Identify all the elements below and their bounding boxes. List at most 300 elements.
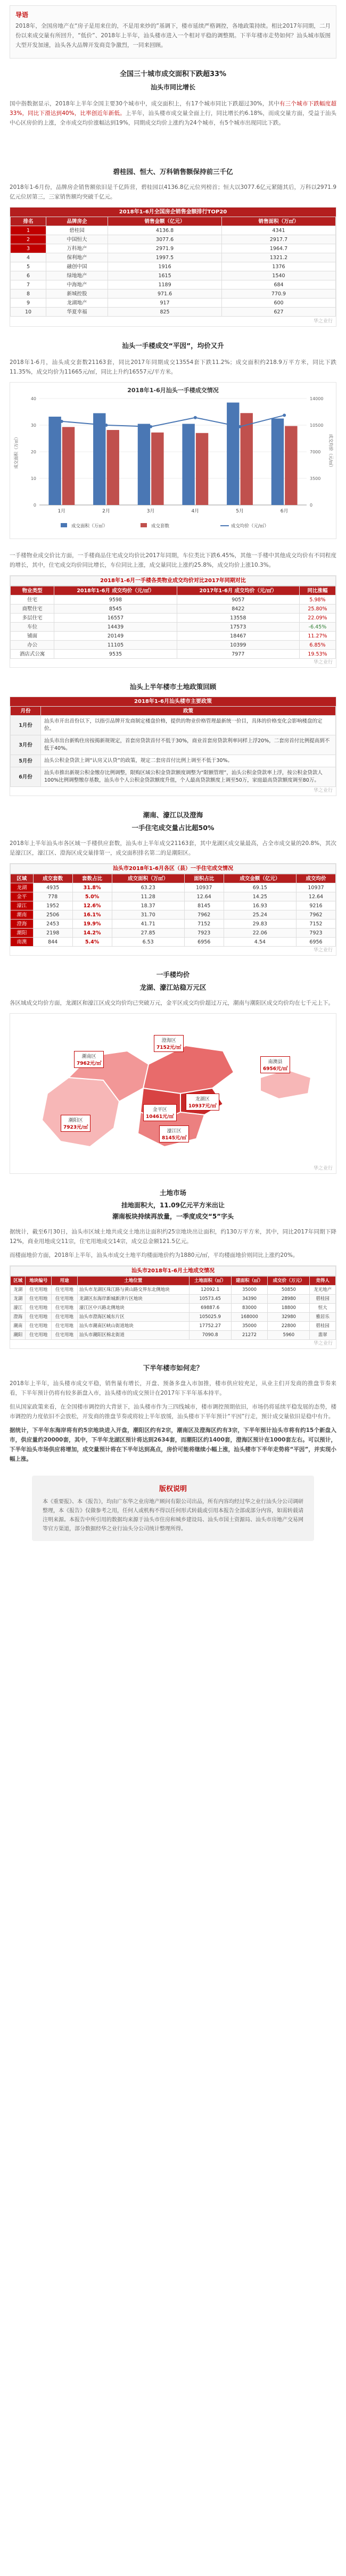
table-cell: 7962 xyxy=(184,910,224,920)
table-cell: 844 xyxy=(33,938,72,947)
watermark: 华之业行 xyxy=(313,1341,333,1346)
table-cell: 14.25 xyxy=(224,892,296,901)
table-cell: 2917.7 xyxy=(222,235,336,244)
policy-row xyxy=(11,716,336,735)
table-cell: 600 xyxy=(222,299,336,308)
y-tick-label: 30 xyxy=(30,423,36,428)
copyright-text: 本《重要报》、本《报告》，均由广东华之业房地产顾问有限公司出品，所有内容均经过华之业行汕头分公司调研整理，本《报告》仅做参考之用，任何人或机构不得以任何形式转载或引用本报告全部或部分内容，如需转载请注明来源。本报告中所引用的数据均来源于汕头市住房和城乡建设局、汕头市国土资源局、汕头市房地产交易网等官方渠道，部分数据经华之业行汕头分公司统计整理所得。 xyxy=(43,1499,303,1532)
table-cell: 9 xyxy=(11,299,46,308)
land-row xyxy=(11,1286,336,1295)
table-cell: 3077.6 xyxy=(108,235,222,244)
table-cell: 住宅用地 xyxy=(52,1304,78,1313)
table-cell: 7 xyxy=(11,280,46,289)
column-header: 建面积（㎡） xyxy=(231,1277,268,1286)
table-cell: 酒店式公寓 xyxy=(11,650,54,659)
table-cell: 12.64 xyxy=(296,892,336,901)
table-cell: 6.53 xyxy=(112,938,184,947)
property-price-row xyxy=(11,632,336,641)
section-price-map xyxy=(10,970,336,1174)
table-cell: 627 xyxy=(222,308,336,317)
section-developers-text: 2018年1-6月份，品牌房企销售额依旧是千亿阵营，碧桂园以4136.8亿元位列榜首；恒大以3077.6亿元紧随其后，万科以2971.9亿元位居第三，三家销售额均突破千亿元。 xyxy=(10,184,336,200)
land-table-title: 汕头市2018年1-6月土地成交情况 xyxy=(10,1266,336,1276)
map-label-name: 金平区 xyxy=(152,1107,167,1113)
table-cell: 4935 xyxy=(33,883,72,892)
watermark: 华之业行 xyxy=(313,660,333,665)
price-point xyxy=(149,425,152,428)
table-cell: 融创中国 xyxy=(46,262,108,271)
land-row xyxy=(11,1313,336,1322)
table-cell: 5.98% xyxy=(299,595,335,604)
section-districts xyxy=(10,810,336,956)
land-row xyxy=(11,1331,336,1340)
column-header: 销售金额（亿元） xyxy=(108,217,222,226)
x-tick-label: 2月 xyxy=(102,509,110,514)
developer-row xyxy=(11,289,336,299)
copyright-box xyxy=(32,1476,314,1541)
map-region-chaoyang xyxy=(42,1078,119,1147)
table-cell: 濠江 xyxy=(11,1304,26,1313)
table-cell: 住宅用地 xyxy=(52,1322,78,1331)
table-cell: 10937 xyxy=(296,883,336,892)
watermark: 华之业行 xyxy=(313,319,333,324)
column-header: 成交面积（万㎡） xyxy=(112,874,184,883)
legend-label: 成交均价（元/㎡） xyxy=(231,524,269,529)
table-cell: 20149 xyxy=(54,632,177,641)
table-cell: 汕头市开出首份以下，以指引品牌开发商制定楼盘价格，提供的物业价格管理最新统一价目，具体的价格变化会影响楼盘的定价。 xyxy=(41,716,336,735)
y-axis-label: 成交面积（万㎡） xyxy=(14,435,19,469)
map-label-name: 龙湖区 xyxy=(195,1097,210,1102)
section-outlook xyxy=(10,1363,336,1464)
table-cell: 碧桂园 xyxy=(310,1322,336,1331)
table-cell: 8145 xyxy=(184,901,224,910)
volume-chart-panel xyxy=(10,382,336,539)
column-header: 成交套数 xyxy=(33,874,72,883)
table-cell: 潮阳 xyxy=(11,1331,26,1340)
table-cell: 32980 xyxy=(268,1313,310,1322)
table-cell: 雅居乐 xyxy=(310,1313,336,1322)
legend-label: 成交套数 xyxy=(151,524,170,529)
developer-ranking-panel xyxy=(10,207,336,327)
policy-table xyxy=(10,706,336,787)
table-cell: 11.27% xyxy=(299,632,335,641)
table-cell: 保利地产 xyxy=(46,253,108,262)
table-cell: 29.83 xyxy=(224,920,296,929)
section-shantou-volume xyxy=(10,341,336,539)
table-cell: 恒大 xyxy=(310,1304,336,1313)
x-tick-label: 3月 xyxy=(146,509,155,514)
table-cell: 69.15 xyxy=(224,883,296,892)
table-cell: 69887.6 xyxy=(189,1304,231,1313)
map-label xyxy=(260,1056,290,1073)
policy-row xyxy=(11,767,336,787)
table-cell: 5月份 xyxy=(11,755,41,767)
legend-label: 成交面积（万㎡） xyxy=(71,524,108,529)
map-label xyxy=(143,1104,177,1121)
table-cell: 1997.5 xyxy=(108,253,222,262)
para-part: 上半年，汕头楼市成交量全面上行，同比增长约6.18%，而成交量方面，受益于汕头中心区房价的上涨，全市成交均价涨幅达到19%，同期成交均价上涨约为24个城市，有5个城市出现同比下跌。 xyxy=(10,110,336,126)
table-cell: 28980 xyxy=(268,1295,310,1304)
bar-area xyxy=(227,403,239,506)
column-header: 月份 xyxy=(11,707,41,716)
table-cell: 31.8% xyxy=(72,883,112,892)
section-property-prices xyxy=(10,551,336,668)
table-cell: 龙光地产 xyxy=(310,1286,336,1295)
table-cell: 168000 xyxy=(231,1313,268,1322)
table-cell: 汕头市潮南区峡山街道地块 xyxy=(77,1322,189,1331)
table-cell: 中国恒大 xyxy=(46,235,108,244)
table-cell: 18467 xyxy=(177,632,299,641)
legend-swatch xyxy=(61,523,67,527)
column-header: 政策 xyxy=(41,707,336,716)
column-header: 同比涨幅 xyxy=(299,586,335,595)
district-row xyxy=(11,938,336,947)
table-cell: 684 xyxy=(222,280,336,289)
bar-count xyxy=(196,433,208,505)
map-label-price: 8145元/㎡ xyxy=(162,1136,187,1141)
table-cell: 2506 xyxy=(33,910,72,920)
map-label-price: 7152元/㎡ xyxy=(156,1045,182,1050)
table-cell: 16.93 xyxy=(224,901,296,910)
price-point xyxy=(194,416,197,419)
section-policies xyxy=(10,682,336,796)
x-tick-label: 6月 xyxy=(280,509,289,514)
table-cell: 车位 xyxy=(11,623,54,632)
table-cell: 105025.9 xyxy=(189,1313,231,1322)
property-price-row xyxy=(11,595,336,604)
table-cell: 汕头市龙湖区珠江路与黄山路交界东北侧地块 xyxy=(77,1286,189,1295)
table-cell: 7152 xyxy=(184,920,224,929)
y2-tick-label: 0 xyxy=(310,503,313,508)
table-cell: 1月份 xyxy=(11,716,41,735)
watermark: 华之业行 xyxy=(313,1166,333,1171)
intro-box xyxy=(10,5,336,59)
column-header: 成交价（万元） xyxy=(268,1277,310,1286)
table-cell: 万科地产 xyxy=(46,244,108,253)
table-cell: 41.71 xyxy=(112,920,184,929)
map-label-price: 7962元/㎡ xyxy=(77,1061,102,1066)
section-land-subtitle2: 潮南板块持续再放量，一季度成交“5”字头 xyxy=(112,1213,234,1220)
table-cell: 16.1% xyxy=(72,910,112,920)
bar-count xyxy=(241,413,253,505)
map-label-price: 6956元/㎡ xyxy=(263,1066,288,1072)
table-cell: 碧桂园 xyxy=(310,1295,336,1304)
section-volume-text: 2018年1-6月，汕头成交套数21163套，同比2017年同期成交13554套下跌11.2%；成交面积约218.9万平方米，同比下跌11.35%，成交均价为11665元/㎡，同比上升约16557元/平方米。 xyxy=(10,359,336,375)
table-cell: 办公 xyxy=(11,641,54,650)
table-cell: 2 xyxy=(11,235,46,244)
column-header: 土地面积（㎡） xyxy=(189,1277,231,1286)
x-tick-label: 1月 xyxy=(57,509,66,514)
developer-row xyxy=(11,253,336,262)
table-cell: 住宅用地 xyxy=(26,1322,52,1331)
table-cell: 19.9% xyxy=(72,920,112,929)
table-cell: 18.37 xyxy=(112,901,184,910)
table-cell: 3月份 xyxy=(11,735,41,755)
table-cell: 22.06 xyxy=(224,929,296,938)
table-cell: 1916 xyxy=(108,262,222,271)
developer-row xyxy=(11,308,336,317)
price-point xyxy=(238,425,242,428)
table-cell: 8422 xyxy=(177,604,299,614)
section-map-subtitle: 龙湖、濠江站稳万元区 xyxy=(139,983,207,991)
x-tick-label: 5月 xyxy=(236,509,244,514)
table-cell: 25.80% xyxy=(299,604,335,614)
policy-row xyxy=(11,755,336,767)
map-label-price: 7923元/㎡ xyxy=(63,1125,88,1130)
property-price-row xyxy=(11,614,336,623)
watermark: 华之业行 xyxy=(313,948,333,953)
column-header: 品牌房企 xyxy=(46,217,108,226)
column-header: 成交金额（亿元） xyxy=(224,874,296,883)
map-label-name: 濠江区 xyxy=(167,1129,182,1134)
table-cell: 9598 xyxy=(54,595,177,604)
developer-row xyxy=(11,235,336,244)
district-table-title: 汕头市2018年1-6月各区（县）一手住宅成交情况 xyxy=(10,864,336,874)
table-cell: 971.6 xyxy=(108,289,222,299)
table-cell: 7152 xyxy=(296,920,336,929)
developer-row xyxy=(11,244,336,253)
table-cell: 6.85% xyxy=(299,641,335,650)
table-cell: 4136.8 xyxy=(108,226,222,235)
table-cell: 澄海 xyxy=(11,1313,26,1322)
table-cell: 7977 xyxy=(177,650,299,659)
bar-area xyxy=(93,413,105,506)
section-districts-title: 潮南、濠江以及澄海 xyxy=(143,811,203,819)
map-region-chenghai xyxy=(143,1046,234,1094)
table-cell: 商墅住宅 xyxy=(11,604,54,614)
table-cell: 汕头公积金贷款上调“认房又认贷”的政策，规定二套房首付比例上调至不低于30%。 xyxy=(41,755,336,767)
section-outlook-text3: 据统计，下半年东海岸将有约5宗地块进入开盘，潮阳区约有2宗，潮南区及澄海区约有3宗，下半年预计汕头市将有约15个新盘入市，供应量约20000套，其中，下半年龙湖区预计将达到2634套，而潮阳区约1400套，澄海区预计在1000套左右。可以预计，下半年汕头市场供应将增加，成交量预计将在下半年达到高点，房价可能将继续小幅上涨，汕头楼市下半年走势将“平因”，并实现小幅上涨。 xyxy=(10,1427,336,1462)
property-price-table xyxy=(10,586,336,659)
land-panel xyxy=(10,1265,336,1349)
y2-tick-label: 3500 xyxy=(310,476,321,481)
table-cell: 7090.8 xyxy=(189,1331,231,1340)
table-cell: 8545 xyxy=(54,604,177,614)
volume-chart xyxy=(10,383,336,537)
table-cell: 碧桂园 xyxy=(46,226,108,235)
table-cell: 9535 xyxy=(54,650,177,659)
legend-swatch xyxy=(141,523,147,527)
y-tick-label: 40 xyxy=(30,396,36,401)
table-cell: 7962 xyxy=(296,910,336,920)
section-outlook-text2: 但从国家政策来看，在全国楼市调控的大背景下，汕头楼市作为三四线城市，楼市调控预期依旧，市场仍将延续平稳发展的态势，楼市调控的力度依旧不会放松，开发商的推盘节奏或将较上半年放缓，汕头楼市下半年预计“平因”行走，预计成交量依旧是稳中有升。 xyxy=(10,1404,336,1420)
column-header: 2017年1-6月 成交均价（元/㎡） xyxy=(177,586,299,595)
table-cell: 住宅用地 xyxy=(52,1313,78,1322)
table-cell: 10399 xyxy=(177,641,299,650)
column-header: 2018年1-6月 成交均价（元/㎡） xyxy=(54,586,177,595)
table-cell: -6.45% xyxy=(299,623,335,632)
bar-count xyxy=(62,427,75,505)
table-cell: 6月份 xyxy=(11,767,41,787)
map-label-price: 10937元/㎡ xyxy=(188,1104,217,1109)
map-label-name: 澄海区 xyxy=(161,1038,176,1043)
land-row xyxy=(11,1304,336,1313)
table-cell: 1 xyxy=(11,226,46,235)
table-cell: 6956 xyxy=(184,938,224,947)
table-cell: 10937 xyxy=(184,883,224,892)
column-header: 成交均价 xyxy=(296,874,336,883)
table-cell: 龙湖 xyxy=(11,1286,26,1295)
developer-row xyxy=(11,262,336,271)
district-row xyxy=(11,910,336,920)
table-cell: 住宅用地 xyxy=(26,1295,52,1304)
column-header: 土地位置 xyxy=(77,1277,189,1286)
table-cell: 11105 xyxy=(54,641,177,650)
table-cell: 住宅用地 xyxy=(52,1295,78,1304)
section-map-text: 各区域成交均价方面，龙湖区和濠江区成交均价均已突破万元，金平区成交均价超过万元，潮南与潮阳区成交均价均在七千元上下。 xyxy=(10,1000,334,1006)
section-land-text2: 而楼面地价方面，2018年上半年，汕头市成交土地平均楼面地价约为1880元/㎡，平均楼面地价则同比上涨约20%。 xyxy=(10,1252,299,1258)
table-cell: 住宅 xyxy=(11,595,54,604)
property-price-row xyxy=(11,604,336,614)
table-cell: 5.4% xyxy=(72,938,112,947)
table-cell: 10573.45 xyxy=(189,1295,231,1304)
bar-area xyxy=(138,424,150,506)
table-cell: 4.54 xyxy=(224,938,296,947)
bar-count xyxy=(151,433,163,505)
table-cell: 25.24 xyxy=(224,910,296,920)
district-table xyxy=(10,874,336,947)
table-cell: 12.6% xyxy=(72,901,112,910)
table-cell: 22.09% xyxy=(299,614,335,623)
table-cell: 5 xyxy=(11,262,46,271)
table-cell: 濠江区中兴路北侧地块 xyxy=(77,1304,189,1313)
table-cell: 龙湖地产 xyxy=(46,299,108,308)
land-row xyxy=(11,1295,336,1304)
developer-row xyxy=(11,280,336,289)
section-map-title: 一手楼均价 xyxy=(156,971,190,979)
table-cell: 18800 xyxy=(268,1304,310,1313)
table-cell: 住宅用地 xyxy=(26,1304,52,1313)
section-national-text xyxy=(10,99,336,128)
map-label-price: 10461元/㎡ xyxy=(146,1114,174,1120)
section-developers-title: 碧桂园、恒大、万科销售额保持前三千亿 xyxy=(113,168,233,176)
developer-row xyxy=(11,271,336,280)
map-label xyxy=(61,1115,90,1132)
table-cell: 2453 xyxy=(33,920,72,929)
table-cell: 1964.7 xyxy=(222,244,336,253)
table-cell: 14439 xyxy=(54,623,177,632)
table-cell: 住宅用地 xyxy=(26,1331,52,1340)
y-tick-label: 20 xyxy=(30,450,36,454)
table-cell: 住宅用地 xyxy=(52,1331,78,1340)
table-cell: 63.23 xyxy=(112,883,184,892)
table-cell: 10 xyxy=(11,308,46,317)
table-cell: 龙湖 xyxy=(11,883,34,892)
section-national-subtitle: 汕头市同比增长 xyxy=(150,84,195,91)
table-cell: 潮南 xyxy=(11,910,34,920)
table-cell: 4341 xyxy=(222,226,336,235)
table-cell: 南澳 xyxy=(11,938,34,947)
property-price-row xyxy=(11,641,336,650)
map-label-name: 南澳县 xyxy=(268,1059,283,1065)
table-cell: 金平 xyxy=(11,892,34,901)
developer-row xyxy=(11,299,336,308)
table-cell: 1615 xyxy=(108,271,222,280)
section-land xyxy=(10,1188,336,1349)
table-cell: 17573 xyxy=(177,623,299,632)
y2-axis-label: 成交均价（元/㎡） xyxy=(328,434,333,470)
table-cell: 35000 xyxy=(231,1322,268,1331)
table-cell: 7923 xyxy=(296,929,336,938)
district-panel xyxy=(10,863,336,956)
table-cell: 1321.2 xyxy=(222,253,336,262)
para-highlight: 有三个城市下跌幅度超33%，同比下滑达到40%，比率创近年新低。 xyxy=(10,101,337,117)
section-developers xyxy=(10,167,336,327)
column-header: 地块编号 xyxy=(26,1277,52,1286)
map-label-name: 潮南区 xyxy=(81,1054,96,1059)
table-cell: 9216 xyxy=(296,901,336,910)
table-cell: 16557 xyxy=(54,614,177,623)
section-land-text1: 据统计，截至6月30日，汕头市区域土地共成交土地出让面积约25宗地块出让面积，约130万平方米，其中，同比2017年同期下降12%，商业用地成交11宗，住宅用地成交14宗，成交总金额121.5亿元。 xyxy=(10,1229,336,1245)
section-outlook-title: 下半年楼市如何走？ xyxy=(143,1364,203,1372)
table-cell: 5960 xyxy=(268,1331,310,1340)
y2-tick-label: 10500 xyxy=(310,423,324,428)
property-price-row xyxy=(11,623,336,632)
table-cell: 濠江 xyxy=(11,901,34,910)
district-row xyxy=(11,920,336,929)
table-cell: 新城控股 xyxy=(46,289,108,299)
table-cell: 绿地地产 xyxy=(46,271,108,280)
section-volume-title: 汕头一手楼成交“平因”，均价又升 xyxy=(122,342,224,350)
column-header: 用途 xyxy=(52,1277,78,1286)
table-cell: 778 xyxy=(33,892,72,901)
table-cell: 13558 xyxy=(177,614,299,623)
table-cell: 翡翠 xyxy=(310,1331,336,1340)
table-cell: 9057 xyxy=(177,595,299,604)
policy-table-title: 2018年1-6月汕头楼市主要政策 xyxy=(10,697,336,706)
map-label-name: 潮阳区 xyxy=(68,1118,83,1123)
table-cell: 中海地产 xyxy=(46,280,108,289)
table-cell: 12.64 xyxy=(184,892,224,901)
policy-row xyxy=(11,735,336,755)
intro-header: 导语 xyxy=(15,11,29,19)
policy-panel xyxy=(10,697,336,796)
district-row xyxy=(11,883,336,892)
table-cell: 50850 xyxy=(268,1286,310,1295)
table-cell: 潮南 xyxy=(11,1322,26,1331)
table-cell: 2198 xyxy=(33,929,72,938)
section-land-title: 土地市场 xyxy=(159,1189,186,1197)
table-cell: 华夏幸福 xyxy=(46,308,108,317)
table-cell: 铺面 xyxy=(11,632,54,641)
table-cell: 11.28 xyxy=(112,892,184,901)
column-header: 排名 xyxy=(11,217,46,226)
y2-tick-label: 14000 xyxy=(310,396,324,401)
table-cell: 31.70 xyxy=(112,910,184,920)
table-cell: 7923 xyxy=(184,929,224,938)
table-cell: 917 xyxy=(108,299,222,308)
section-outlook-text1: 2018年上半年，汕头楼市成交平稳，销售量有增长，开盘、预备多盘入市加推，楼市供应较充足，从业主们开发商的推盘节奏来看，下半年预计仍将有较多新盘入市，汕头楼市的成交预计在2017年下半年基本持平。 xyxy=(10,1380,336,1396)
table-cell: 4 xyxy=(11,253,46,262)
column-header: 区域 xyxy=(11,1277,26,1286)
section-districts-subtitle: 一手住宅成交量占比超50% xyxy=(131,824,215,832)
table-cell: 34390 xyxy=(231,1295,268,1304)
chart-title: 2018年1-6月汕头一手楼成交情况 xyxy=(127,387,219,394)
column-header: 面积占比 xyxy=(184,874,224,883)
land-table xyxy=(10,1276,336,1340)
bar-count xyxy=(285,426,297,505)
table-cell: 6956 xyxy=(296,938,336,947)
bar-area xyxy=(48,417,61,505)
map-label xyxy=(186,1094,219,1111)
table-cell: 35000 xyxy=(231,1286,268,1295)
table-cell: 汕头市推出新规公积金缴存比例调整，限购区域公积金贷款额度调整为“限额管理”，汕头公积金贷款率上浮，按公积金贷款人100%比例调整缴存基数，汕头市个人公积金贷款额度升值，个人最高贷款额度上调至50万，家庭最高贷款额度调至80万。 xyxy=(41,767,336,787)
column-header: 竞得人 xyxy=(310,1277,336,1286)
column-header: 区域 xyxy=(11,874,34,883)
map-label xyxy=(159,1125,189,1142)
table-cell: 汕头市澄海区城东片区 xyxy=(77,1313,189,1322)
district-row xyxy=(11,892,336,901)
copyright-title: 版权说明 xyxy=(159,1485,187,1493)
